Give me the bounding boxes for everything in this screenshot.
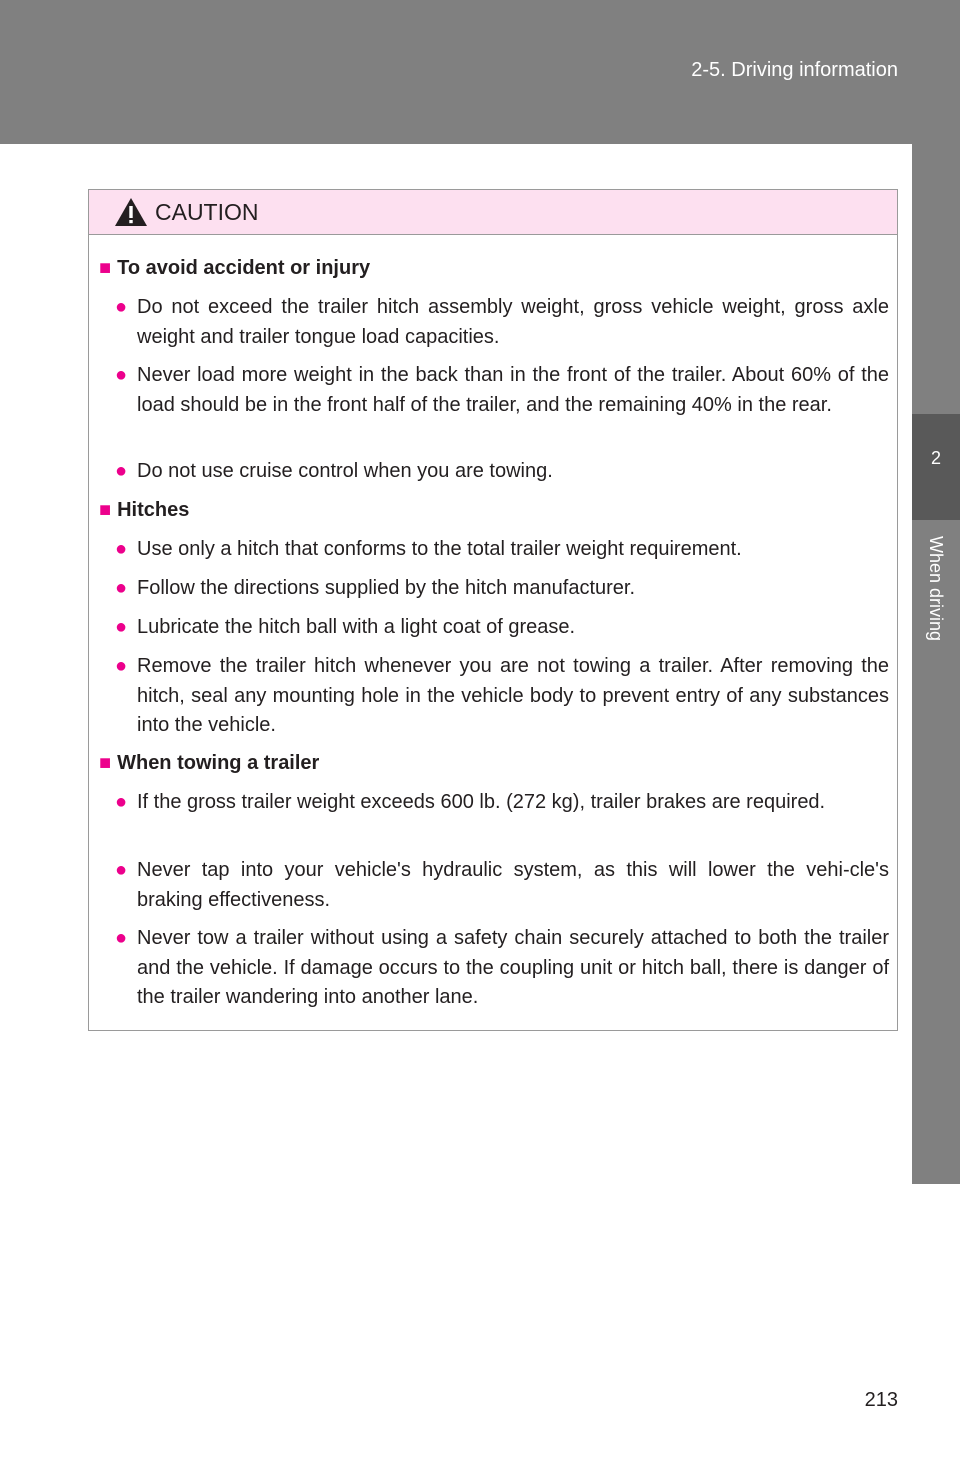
list-item: ● Do not use cruise control when you are towing. <box>115 457 889 487</box>
square-bullet-icon: ■ <box>99 257 112 279</box>
list-item: ● Never tow a trailer without using a safety chain securely attached to both the trailer and the vehicle. If damage occurs to the coupling unit or hitch ball, there is danger of the trailer wandering into another lane. <box>115 924 889 1013</box>
circle-bullet-icon: ● <box>115 364 128 386</box>
list-item: ● Never load more weight in the back than in the front of the trailer. About 60% of the load should be in the front half of the trailer, and the remaining 40% in the rear. <box>115 361 889 420</box>
caution-header <box>89 190 897 235</box>
square-bullet-icon: ■ <box>99 752 112 774</box>
page-header <box>0 0 960 144</box>
chapter-number: 2 <box>930 448 941 468</box>
list-item: ● Never tap into your vehicle's hydraulic system, as this will lower the vehi-cle's braking effectiveness. <box>115 856 889 915</box>
circle-bullet-icon: ● <box>115 791 128 813</box>
list-item: ● Use only a hitch that conforms to the total trailer weight requirement. <box>115 535 889 565</box>
chapter-label: When driving <box>926 536 946 642</box>
section-title: 2-5. Driving information <box>691 59 898 81</box>
section-heading: ■ To avoid accident or injury <box>99 257 371 279</box>
page-number: 213 <box>864 1389 898 1411</box>
caution-box <box>88 189 898 1031</box>
list-item: ● Do not exceed the trailer hitch assembly weight, gross vehicle weight, gross axle weight and trailer tongue load capacities. <box>115 293 889 352</box>
circle-bullet-icon: ● <box>115 296 128 318</box>
circle-bullet-icon: ● <box>115 577 128 599</box>
circle-bullet-icon: ● <box>115 859 128 881</box>
chapter-number-tab <box>912 414 960 520</box>
list-item: ● Lubricate the hitch ball with a light coat of grease. <box>115 613 889 643</box>
circle-bullet-icon: ● <box>115 538 128 560</box>
list-item: ● Remove the trailer hitch whenever you are not towing a trailer. After removing the hitch, seal any mounting hole in the vehicle body to prevent entry of any substances into the vehicle. <box>115 652 889 741</box>
section-heading: ■ Hitches <box>99 499 190 521</box>
circle-bullet-icon: ● <box>115 655 128 677</box>
circle-bullet-icon: ● <box>115 460 128 482</box>
list-item: ● Follow the directions supplied by the hitch manufacturer. <box>115 574 889 604</box>
chapter-side-tab <box>912 144 960 1184</box>
circle-bullet-icon: ● <box>115 616 128 638</box>
caution-title: CAUTION <box>155 199 259 225</box>
square-bullet-icon: ■ <box>99 499 112 521</box>
list-item: ● If the gross trailer weight exceeds 600 lb. (272 kg), trailer brakes are required. <box>115 788 889 818</box>
section-heading: ■ When towing a trailer <box>99 752 320 774</box>
warning-triangle-icon <box>114 197 148 227</box>
circle-bullet-icon: ● <box>115 927 128 949</box>
